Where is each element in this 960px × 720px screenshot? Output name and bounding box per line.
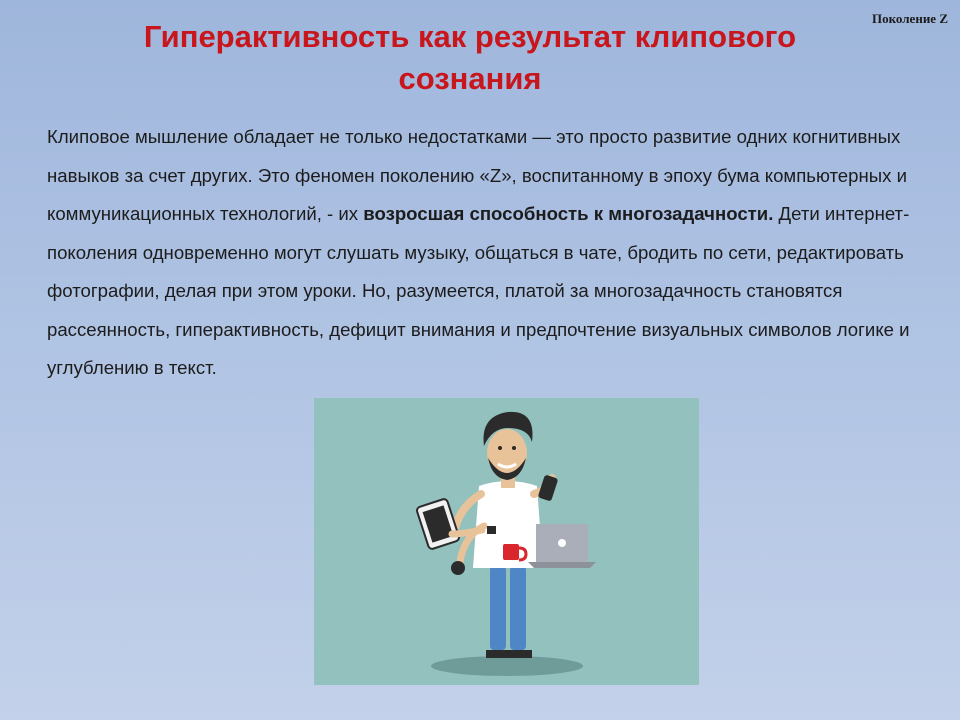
paragraph-text-end: Дети интернет-поколения одновременно могут слушать музыку, общаться в чате, бродить по сети, редактировать фотографии, делая при этом уроки. Но, разумеется, платой за многозадачность становятся рассеянность, гиперактивность, дефицит внимания и предпочтение визуальных символов логике и углублению в текст.: [47, 203, 910, 378]
paragraph-bold-text: возросшая способность к многозадачности.: [363, 203, 774, 224]
corner-label: Поколение Z: [872, 11, 948, 26]
multitasking-illustration: [314, 398, 699, 685]
slide-title: [100, 16, 840, 100]
title-line-2: сознания: [398, 61, 542, 96]
multitasking-person-icon: [314, 398, 699, 685]
title-line-1: Гиперактивность как результат клипового: [143, 19, 797, 54]
paragraph-text-start: Клиповое мышление обладает не только недостатками — это просто развитие одних когнитивных навыков за счет других. Это феномен поколению «Z», воспитанному в эпоху бума компьютерных и коммуникационных технологий, - их: [47, 126, 907, 224]
body-paragraph: [47, 118, 917, 388]
